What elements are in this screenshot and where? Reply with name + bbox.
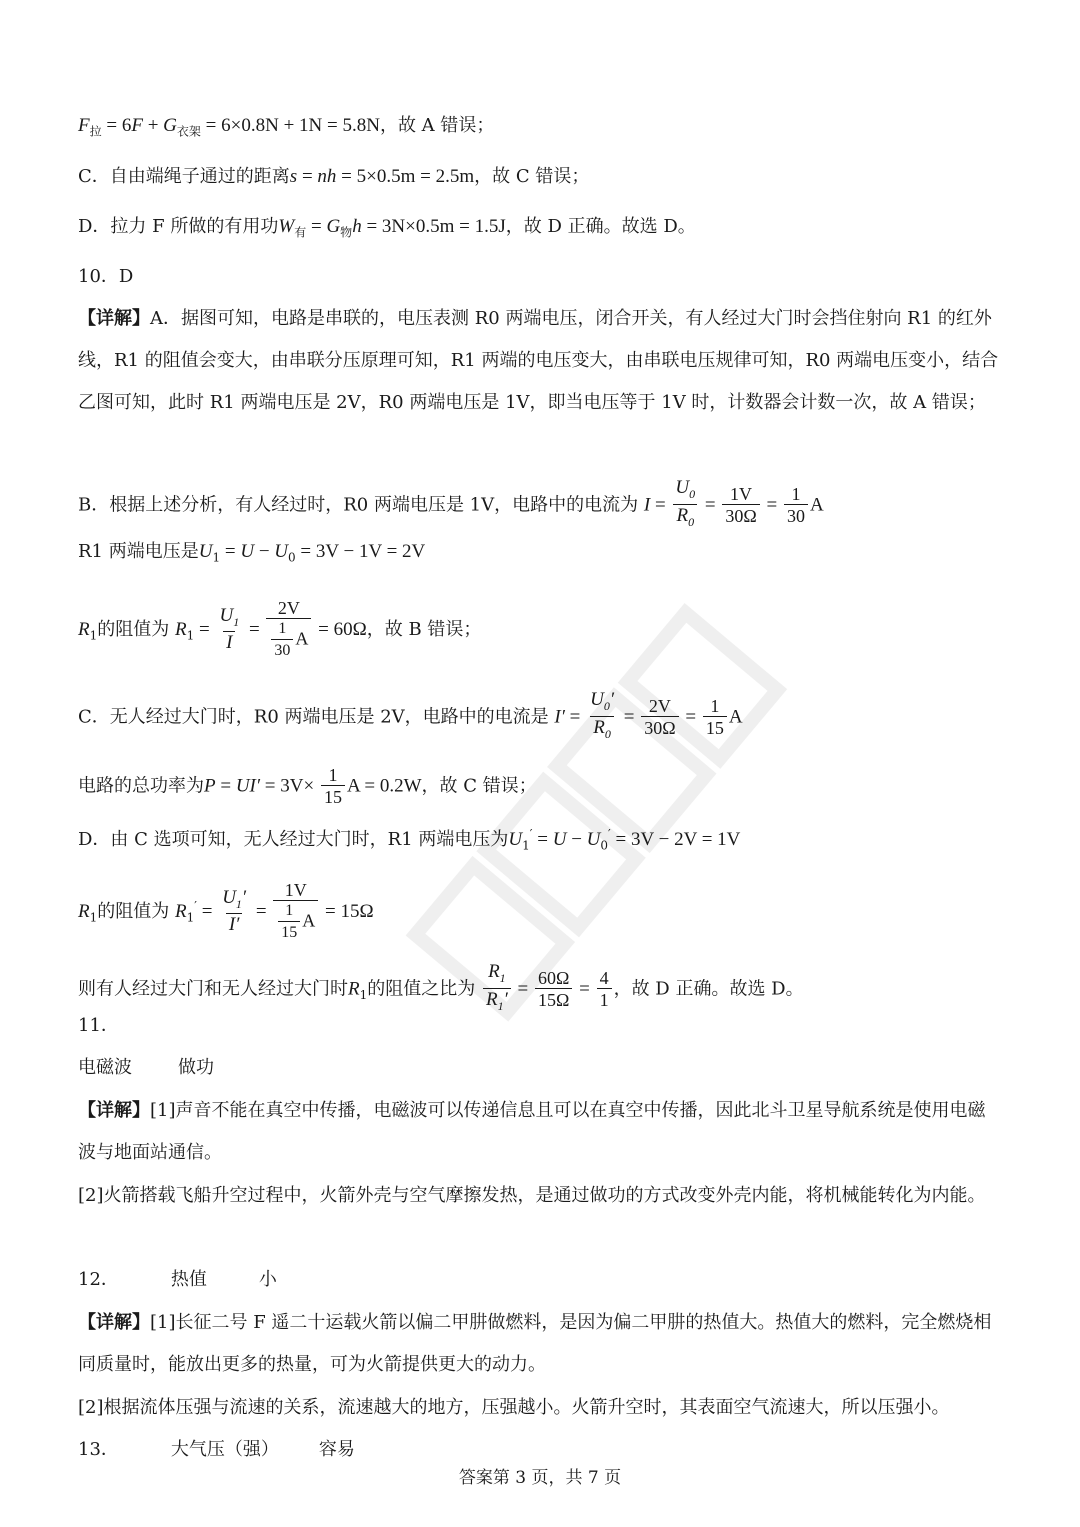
q11-detail-2: [2]火箭搭载飞船升空过程中，火箭外壳与空气摩擦发热，是通过做功的方式改变外壳内能，将机械能转化为内能。 bbox=[78, 1185, 986, 1206]
q11-number: 11． bbox=[78, 1015, 119, 1036]
q11-answers: 电磁波 做功 bbox=[78, 1057, 214, 1078]
q10-part-b: B．根据上述分析，有人经过时，R0 两端电压是 1V，电路中的电流为 I = $\frac{U_0}{R_0}$ = $\frac{1V}{30\Omega}$ = $\frac{1}{30}$ A bbox=[78, 478, 824, 533]
page-footer: 答案第 3 页，共 7 页 bbox=[458, 1468, 622, 1488]
q10-number: 10．D bbox=[78, 266, 134, 287]
q12-detail-1: 【详解】[1]长征二号 F 遥二十运载火箭以偏二甲肼做燃料，是因为偏二甲肼的热值大。热值大的燃料，完全燃烧相同质量时，能放出更多的热量，可为火箭提供更大的动力。 bbox=[78, 1312, 992, 1375]
q10-part-b-res: $R_1$的阻值为 $R_1$ = $\frac{U_1}{I}$ = 2V $\frac{1}{30}$ A = 60Ω，故 B 错误； bbox=[78, 598, 481, 662]
q10-part-c: C．无人经过大门时，R0 两端电压是 2V，电路中的电流是 I′ = $\frac{U_0'}{R_0}$ = $\frac{2V}{30\Omega}$ = $\frac{1}{15}$ A bbox=[78, 690, 743, 745]
q10-part-d: D．由 C 选项可知，无人经过大门时，R1 两端电压为$U_1' = U - U_0' = 3V - 2V = 1V$ bbox=[78, 827, 741, 853]
q12-detail-2: [2]根据流体压强与流速的关系，流速越大的地方，压强越小。火箭升空时，其表面空气流速大，所以压强小。 bbox=[78, 1397, 950, 1418]
q9-line-d: D．拉力 F 所做的有用功$W_有 = G_物h = 3N\times 0.5m = 1.5J$，故 D 正确。故选 D。 bbox=[78, 216, 696, 240]
q10-part-a: 【详解】A．据图可知，电路是串联的，电压表测 R0 两端电压，闭合开关，有人经过大门时会挡住射向 R1 的红外线，R1 的阻值会变大，由串联分压原理可知，R1 两端的电压变大，由串联电压规律可知，R0 两端电压变小，结合乙图可知，此时 R1 两端电压是 2V，R0 两端电压是 1V，即当电压等于 1V 时，计数器会计数一次，故 A 错误； bbox=[78, 308, 999, 413]
q9-line-c: C．自由端绳子通过的距离s = nh = 5×0.5m = 2.5m，故 C 错误； bbox=[78, 166, 590, 187]
q10-part-c-power: 电路的总功率为P = UI′ = 3V× $\frac{1}{15}$ A = 0.2W，故 C 错误； bbox=[78, 765, 537, 807]
q9-line-a: $F_拉 = 6F + G_{衣架} = 6\times 0.8N + 1N = 5.8N$，故 A 错误； bbox=[78, 115, 495, 139]
q13-answers: 13． 大气压（强） 容易 bbox=[78, 1439, 355, 1460]
q10-part-d-ratio: 则有人经过大门和无人经过大门时$R_1$的阻值之比为 $\frac{R_1}{R_1'}$ = $\frac{60\Omega}{15\Omega}$ = $\frac{4}{1}$ ，故 D 正确。故选 D。 bbox=[78, 962, 804, 1017]
q11-detail-1: 【详解】[1]声音不能在真空中传播，电磁波可以传递信息且可以在真空中传播，因此北斗卫星导航系统是使用电磁波与地面站通信。 bbox=[78, 1100, 986, 1163]
q12-answers: 12． 热值 小 bbox=[78, 1269, 277, 1290]
q10-part-b-r1: R1 两端电压是$U_1 = U - U_0 = 3V - 1V = 2V$ bbox=[78, 541, 426, 565]
q10-part-d-res: $R_1$的阻值为 $R_1'$ = $\frac{U_1'}{I'}$ = 1V $\frac{1}{15}$ A = 15Ω bbox=[78, 880, 374, 944]
